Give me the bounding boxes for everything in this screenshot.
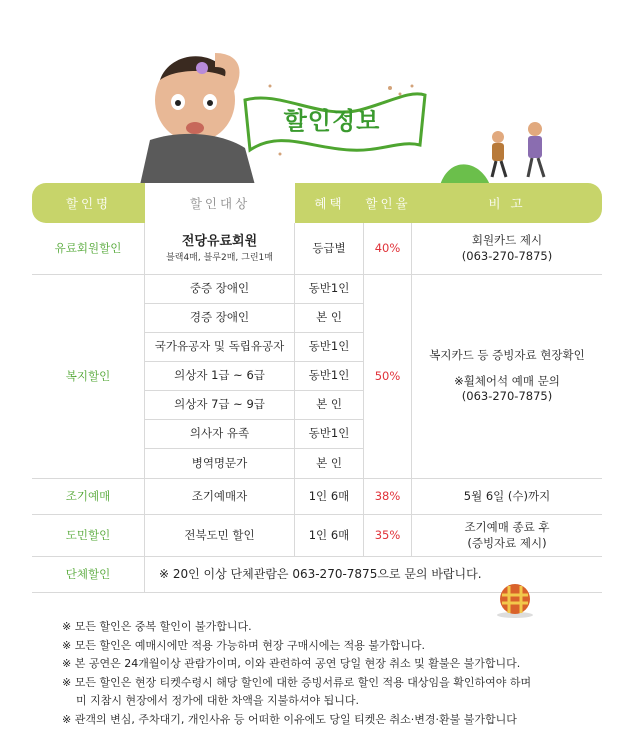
early-discount-name: 조기예매 [32,479,145,514]
welfare-target: 의사자 유족 [145,420,295,449]
welfare-discount-name: 복지할인 [32,275,145,478]
welfare-remarks-line2: ※휠체어석 예매 문의 [454,373,560,388]
early-remarks: 5월 6일 (수)까지 [463,488,551,503]
resident-discount-name: 도민할인 [32,515,145,556]
welfare-target: 병역명문가 [145,449,295,478]
header-benefit: 혜택 [314,196,345,211]
welfare-rate: 50% [364,275,412,478]
header-remarks: 비 고 [488,196,526,211]
note-item: ※ 본 공연은 24개월이상 관람가이며, 이와 관련하여 공연 당일 현장 취소 및 활불은 불가합니다. [62,657,521,670]
welfare-benefit: 동반1인 [295,362,364,391]
table-row-early [32,479,602,515]
welfare-benefit: 본 인 [295,391,364,420]
table-row-member [32,223,602,275]
member-target-sub: 블랙4매, 블루2매, 그린1매 [166,253,273,264]
header-rate: 할인율 [365,196,411,211]
walking-people-illustration [440,115,570,185]
resident-remarks [412,515,602,556]
banner-title: 할인정보 [283,106,381,135]
note-item: ※ 모든 할인은 중복 할인이 불가합니다. [62,620,252,633]
welfare-target: 의상자 1급 ~ 6급 [145,362,295,391]
resident-remarks-line1: 조기예매 종료 후 [464,519,550,534]
table-header [32,183,602,223]
table-row-welfare [32,275,602,479]
welfare-benefit: 본 인 [295,304,364,333]
member-remarks [412,223,602,274]
welfare-benefit: 본 인 [295,449,364,478]
notes-list [62,618,622,729]
resident-rate: 35% [364,515,412,556]
welfare-remarks-line1: 복지카드 등 증빙자료 현장확인 [429,348,585,363]
discount-table [32,183,602,593]
note-item: ※ 모든 할인은 현장 티켓수령시 해당 할인에 대한 증빙서류로 할인 적용 대상임을 확인하여야 하며 [62,675,532,689]
note-item: ※ 모든 할인은 예매시에만 적용 가능하며 현장 구매시에는 적용 불가합니다. [62,638,425,652]
group-discount-name: 단체할인 [32,557,145,592]
table-row-resident [32,515,602,557]
member-target-label: 전당유료회원 [181,233,258,249]
header-discount-target: 할인대상 [145,183,295,223]
welfare-target: 경증 장애인 [145,304,295,333]
member-discount-name: 유료회원할인 [32,223,145,274]
kid-illustration [120,40,270,185]
ball-illustration [494,581,536,619]
hero-illustration [0,0,639,185]
resident-discount-target: 전북도민 할인 [145,515,295,556]
welfare-target: 국가유공자 및 독립유공자 [145,333,295,362]
header-discount-name: 할인명 [65,196,112,211]
early-discount-target: 조기예매자 [145,479,295,514]
welfare-remarks-line3: (063-270-7875) [461,389,553,404]
member-discount-target [145,223,295,274]
welfare-benefit: 동반1인 [295,333,364,362]
resident-benefit: 1인 6매 [295,515,364,556]
resident-remarks-line2: (증빙자료 제시) [467,535,547,550]
welfare-benefit: 동반1인 [295,275,364,304]
note-item: 미 지참시 현장에서 정가에 대한 차액을 지불하셔야 됩니다. [76,694,359,707]
early-rate: 38% [364,479,412,514]
member-remarks-line2: (063-270-7875) [461,248,553,263]
member-benefit: 등급별 [295,223,364,274]
note-item: ※ 관객의 변심, 주차대기, 개인사유 등 어떠한 이유에도 당일 티켓은 취소·변경·환불 불가합니다 [62,712,517,726]
member-remarks-line1: 회원카드 제시 [471,232,543,247]
welfare-target: 중증 장애인 [145,275,295,304]
welfare-benefit: 동반1인 [295,420,364,449]
group-discount-text: ※ 20인 이상 단체관람은 063-270-7875으로 문의 바랍니다. [159,567,482,582]
welfare-remarks [412,275,602,478]
early-benefit: 1인 6매 [295,479,364,514]
member-rate: 40% [364,223,412,274]
welfare-target: 의상자 7급 ~ 9급 [145,391,295,420]
